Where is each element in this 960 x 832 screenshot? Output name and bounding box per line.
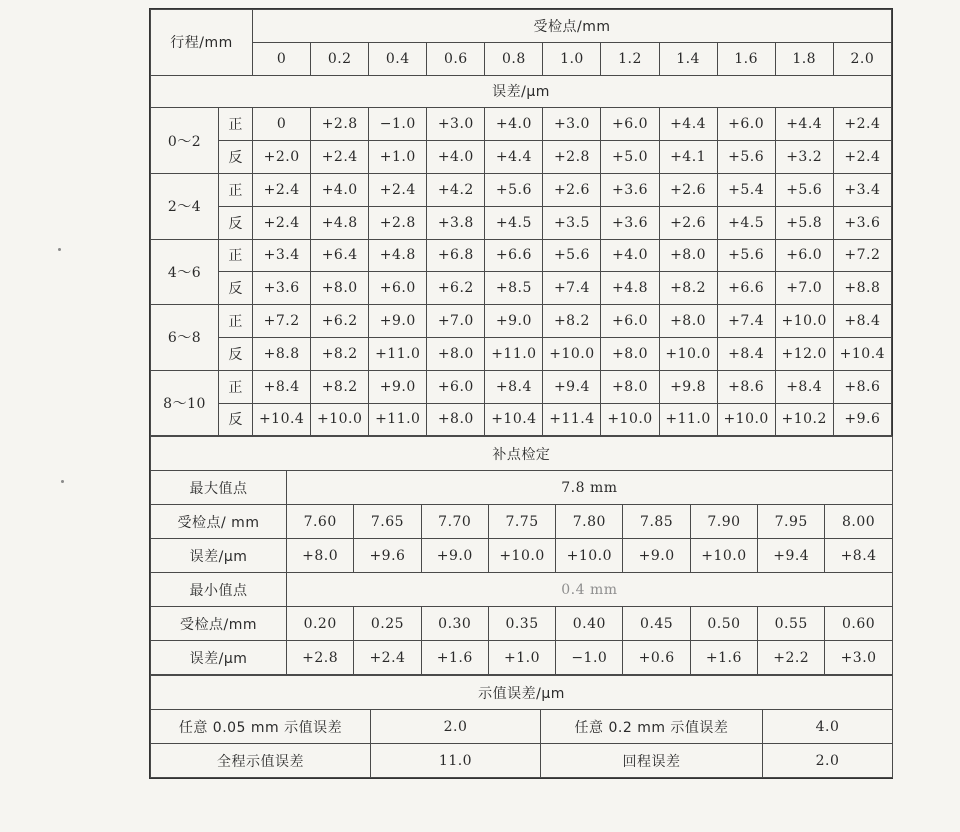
any-interval-row xyxy=(151,710,893,744)
full-return-row xyxy=(151,744,893,778)
error-value-cell: +11.0 xyxy=(659,403,717,436)
calibration-table xyxy=(149,8,893,779)
error-value-cell: +8.4 xyxy=(485,370,543,403)
error-value-cell: +4.0 xyxy=(485,108,543,141)
direction-cell: 反 xyxy=(219,206,253,239)
check-point-cell: 1.0 xyxy=(543,42,601,75)
error-value-cell: +4.0 xyxy=(601,239,659,272)
error-header-row xyxy=(151,75,892,108)
min-point-label: 最小值点 xyxy=(151,573,287,607)
check-point-cell: 0.2 xyxy=(311,42,369,75)
min-check-point-cell: 0.30 xyxy=(421,607,488,641)
error-value-cell: +6.0 xyxy=(717,108,775,141)
min-error-cell: +2.8 xyxy=(287,641,354,675)
error-value-cell: +8.0 xyxy=(427,337,485,370)
margin-dot xyxy=(58,248,61,251)
error-value-cell: +9.6 xyxy=(833,403,891,436)
any-005-label: 任意 0.05 mm 示值误差 xyxy=(151,710,371,744)
max-check-points-row xyxy=(151,505,893,539)
min-point-row xyxy=(151,573,893,607)
check-point-header: 受检点/mm xyxy=(253,10,892,43)
supplement-title-row xyxy=(151,437,893,471)
max-check-points-label: 受检点/ mm xyxy=(151,505,287,539)
max-check-point-cell: 8.00 xyxy=(825,505,892,539)
max-check-point-cell: 7.90 xyxy=(690,505,757,539)
check-point-cell: 0 xyxy=(253,42,311,75)
error-value-cell: +4.1 xyxy=(659,141,717,174)
error-value-cell: +8.0 xyxy=(601,337,659,370)
min-check-point-cell: 0.50 xyxy=(690,607,757,641)
error-value-cell: +6.6 xyxy=(717,272,775,305)
max-error-cell: +10.0 xyxy=(556,539,623,573)
error-value-cell: +6.0 xyxy=(369,272,427,305)
error-value-cell: +7.0 xyxy=(427,305,485,338)
return-error-label: 回程误差 xyxy=(541,744,763,778)
check-point-cell: 0.6 xyxy=(427,42,485,75)
error-value-cell: +8.0 xyxy=(659,305,717,338)
error-value-cell: +5.6 xyxy=(485,173,543,206)
error-value-cell: +4.0 xyxy=(311,173,369,206)
error-value-cell: +7.4 xyxy=(717,305,775,338)
error-value-cell: +2.4 xyxy=(833,108,891,141)
error-value-cell: +2.8 xyxy=(311,108,369,141)
error-value-cell: +10.2 xyxy=(775,403,833,436)
error-value-cell: +3.5 xyxy=(543,206,601,239)
error-row-forward xyxy=(151,108,892,141)
error-row-reverse xyxy=(151,403,892,436)
error-value-cell: +3.6 xyxy=(601,206,659,239)
max-error-cell: +9.4 xyxy=(758,539,825,573)
error-value-cell: +8.2 xyxy=(311,370,369,403)
error-value-cell: +2.6 xyxy=(543,173,601,206)
check-point-cell: 1.2 xyxy=(601,42,659,75)
error-value-cell: +4.0 xyxy=(427,141,485,174)
full-range-label: 全程示值误差 xyxy=(151,744,371,778)
supplement-title: 补点检定 xyxy=(151,437,893,471)
indication-title: 示值误差/μm xyxy=(151,676,893,710)
direction-cell: 正 xyxy=(219,173,253,206)
error-row-reverse xyxy=(151,206,892,239)
indication-error-table xyxy=(150,675,893,778)
max-error-cell: +9.6 xyxy=(354,539,421,573)
min-check-points-row xyxy=(151,607,893,641)
main-error-table xyxy=(150,9,892,436)
error-value-cell: +9.4 xyxy=(543,370,601,403)
error-value-cell: +3.2 xyxy=(775,141,833,174)
direction-cell: 正 xyxy=(219,239,253,272)
error-value-cell: +2.8 xyxy=(543,141,601,174)
error-value-cell: +5.4 xyxy=(717,173,775,206)
max-point-label: 最大值点 xyxy=(151,471,287,505)
error-value-cell: −1.0 xyxy=(369,108,427,141)
stroke-range-cell: 8～10 xyxy=(151,370,219,436)
min-error-cell: +2.2 xyxy=(758,641,825,675)
error-value-cell: +3.6 xyxy=(601,173,659,206)
any-02-value: 4.0 xyxy=(763,710,893,744)
error-row-forward xyxy=(151,173,892,206)
supplement-table xyxy=(150,436,893,675)
error-value-cell: +5.0 xyxy=(601,141,659,174)
error-value-cell: +4.4 xyxy=(775,108,833,141)
error-value-cell: +5.8 xyxy=(775,206,833,239)
max-check-point-cell: 7.85 xyxy=(623,505,690,539)
error-row-reverse xyxy=(151,272,892,305)
min-check-point-cell: 0.45 xyxy=(623,607,690,641)
min-errors-row xyxy=(151,641,893,675)
check-point-cell: 2.0 xyxy=(833,42,891,75)
error-value-cell: +8.6 xyxy=(833,370,891,403)
check-point-cell: 0.8 xyxy=(485,42,543,75)
error-value-cell: +6.0 xyxy=(775,239,833,272)
stroke-range-cell: 4～6 xyxy=(151,239,219,305)
error-value-cell: +4.5 xyxy=(485,206,543,239)
error-value-cell: +3.8 xyxy=(427,206,485,239)
error-value-cell: +7.2 xyxy=(253,305,311,338)
error-value-cell: +4.5 xyxy=(717,206,775,239)
max-errors-row xyxy=(151,539,893,573)
error-value-cell: +2.4 xyxy=(253,173,311,206)
full-range-value: 11.0 xyxy=(371,744,541,778)
error-value-cell: +11.0 xyxy=(369,403,427,436)
error-value-cell: +9.0 xyxy=(369,305,427,338)
error-value-cell: +11.0 xyxy=(369,337,427,370)
max-errors-label: 误差/μm xyxy=(151,539,287,573)
max-check-point-cell: 7.60 xyxy=(287,505,354,539)
error-value-cell: +10.0 xyxy=(659,337,717,370)
error-value-cell: +6.4 xyxy=(311,239,369,272)
error-value-cell: +4.4 xyxy=(485,141,543,174)
error-value-cell: +3.6 xyxy=(833,206,891,239)
error-row-forward xyxy=(151,305,892,338)
error-value-cell: +4.4 xyxy=(659,108,717,141)
error-value-cell: +2.4 xyxy=(311,141,369,174)
min-error-cell: −1.0 xyxy=(556,641,623,675)
error-value-cell: +6.0 xyxy=(601,305,659,338)
error-value-cell: 0 xyxy=(253,108,311,141)
error-value-cell: +8.0 xyxy=(427,403,485,436)
error-value-cell: +6.0 xyxy=(427,370,485,403)
direction-cell: 反 xyxy=(219,403,253,436)
max-error-cell: +9.0 xyxy=(623,539,690,573)
error-value-cell: +10.4 xyxy=(833,337,891,370)
error-value-cell: +10.0 xyxy=(601,403,659,436)
margin-dot xyxy=(61,480,64,483)
error-row-forward xyxy=(151,370,892,403)
check-point-row xyxy=(151,42,892,75)
error-value-cell: +4.2 xyxy=(427,173,485,206)
error-value-cell: +8.8 xyxy=(253,337,311,370)
max-error-cell: +8.0 xyxy=(287,539,354,573)
error-value-cell: +8.0 xyxy=(311,272,369,305)
error-value-cell: +2.4 xyxy=(833,141,891,174)
error-row-forward xyxy=(151,239,892,272)
header-row-1 xyxy=(151,10,892,43)
error-value-cell: +10.0 xyxy=(543,337,601,370)
error-value-cell: +8.4 xyxy=(717,337,775,370)
max-error-cell: +10.0 xyxy=(690,539,757,573)
min-check-point-cell: 0.55 xyxy=(758,607,825,641)
error-value-cell: +5.6 xyxy=(717,239,775,272)
stroke-header: 行程/mm xyxy=(151,10,253,76)
error-value-cell: +3.0 xyxy=(543,108,601,141)
error-value-cell: +4.8 xyxy=(311,206,369,239)
error-header: 误差/μm xyxy=(151,75,892,108)
min-error-cell: +0.6 xyxy=(623,641,690,675)
error-value-cell: +8.2 xyxy=(311,337,369,370)
error-value-cell: +2.4 xyxy=(369,173,427,206)
error-value-cell: +8.6 xyxy=(717,370,775,403)
max-check-point-cell: 7.65 xyxy=(354,505,421,539)
min-error-cell: +1.0 xyxy=(488,641,555,675)
direction-cell: 反 xyxy=(219,337,253,370)
check-point-cell: 0.4 xyxy=(369,42,427,75)
error-value-cell: +10.4 xyxy=(253,403,311,436)
error-value-cell: +8.0 xyxy=(601,370,659,403)
direction-cell: 正 xyxy=(219,370,253,403)
stroke-range-cell: 0～2 xyxy=(151,108,219,174)
stroke-range-cell: 2～4 xyxy=(151,173,219,239)
any-02-label: 任意 0.2 mm 示值误差 xyxy=(541,710,763,744)
error-value-cell: +1.0 xyxy=(369,141,427,174)
min-check-point-cell: 0.40 xyxy=(556,607,623,641)
error-value-cell: +8.2 xyxy=(543,305,601,338)
error-value-cell: +6.2 xyxy=(427,272,485,305)
max-check-point-cell: 7.75 xyxy=(488,505,555,539)
error-value-cell: +3.0 xyxy=(427,108,485,141)
error-value-cell: +6.2 xyxy=(311,305,369,338)
direction-cell: 正 xyxy=(219,108,253,141)
max-error-cell: +8.4 xyxy=(825,539,892,573)
error-value-cell: +3.4 xyxy=(833,173,891,206)
max-check-point-cell: 7.80 xyxy=(556,505,623,539)
max-error-cell: +9.0 xyxy=(421,539,488,573)
error-value-cell: +9.0 xyxy=(369,370,427,403)
error-value-cell: +8.4 xyxy=(253,370,311,403)
error-value-cell: +11.0 xyxy=(485,337,543,370)
error-value-cell: +9.8 xyxy=(659,370,717,403)
error-value-cell: +2.6 xyxy=(659,173,717,206)
error-value-cell: +8.0 xyxy=(659,239,717,272)
error-value-cell: +8.8 xyxy=(833,272,891,305)
error-value-cell: +3.6 xyxy=(253,272,311,305)
min-check-point-cell: 0.60 xyxy=(825,607,892,641)
min-check-point-cell: 0.35 xyxy=(488,607,555,641)
error-value-cell: +11.4 xyxy=(543,403,601,436)
error-row-reverse xyxy=(151,141,892,174)
error-value-cell: +10.0 xyxy=(717,403,775,436)
max-check-point-cell: 7.95 xyxy=(758,505,825,539)
max-point-row xyxy=(151,471,893,505)
any-005-value: 2.0 xyxy=(371,710,541,744)
error-value-cell: +5.6 xyxy=(543,239,601,272)
error-value-cell: +10.4 xyxy=(485,403,543,436)
check-point-cell: 1.4 xyxy=(659,42,717,75)
error-value-cell: +12.0 xyxy=(775,337,833,370)
stroke-range-cell: 6～8 xyxy=(151,305,219,371)
error-value-cell: +6.8 xyxy=(427,239,485,272)
max-point-value: 7.8 mm xyxy=(287,471,893,505)
min-error-cell: +2.4 xyxy=(354,641,421,675)
error-value-cell: +7.0 xyxy=(775,272,833,305)
min-point-value: 0.4 mm xyxy=(287,573,893,607)
min-check-point-cell: 0.25 xyxy=(354,607,421,641)
return-error-value: 2.0 xyxy=(763,744,893,778)
error-value-cell: +3.4 xyxy=(253,239,311,272)
error-value-cell: +10.0 xyxy=(311,403,369,436)
error-value-cell: +8.4 xyxy=(775,370,833,403)
error-value-cell: +8.4 xyxy=(833,305,891,338)
min-error-cell: +1.6 xyxy=(421,641,488,675)
error-value-cell: +5.6 xyxy=(717,141,775,174)
error-value-cell: +5.6 xyxy=(775,173,833,206)
max-error-cell: +10.0 xyxy=(488,539,555,573)
error-value-cell: +10.0 xyxy=(775,305,833,338)
error-value-cell: +6.0 xyxy=(601,108,659,141)
error-value-cell: +6.6 xyxy=(485,239,543,272)
check-point-cell: 1.8 xyxy=(775,42,833,75)
error-value-cell: +7.4 xyxy=(543,272,601,305)
min-errors-label: 误差/μm xyxy=(151,641,287,675)
error-value-cell: +9.0 xyxy=(485,305,543,338)
min-error-cell: +1.6 xyxy=(690,641,757,675)
error-value-cell: +7.2 xyxy=(833,239,891,272)
error-value-cell: +4.8 xyxy=(601,272,659,305)
indication-title-row xyxy=(151,676,893,710)
error-value-cell: +2.4 xyxy=(253,206,311,239)
max-check-point-cell: 7.70 xyxy=(421,505,488,539)
error-value-cell: +2.6 xyxy=(659,206,717,239)
direction-cell: 反 xyxy=(219,141,253,174)
direction-cell: 反 xyxy=(219,272,253,305)
check-point-cell: 1.6 xyxy=(717,42,775,75)
error-value-cell: +4.8 xyxy=(369,239,427,272)
min-error-cell: +3.0 xyxy=(825,641,892,675)
min-check-point-cell: 0.20 xyxy=(287,607,354,641)
error-value-cell: +8.2 xyxy=(659,272,717,305)
direction-cell: 正 xyxy=(219,305,253,338)
error-value-cell: +8.5 xyxy=(485,272,543,305)
error-row-reverse xyxy=(151,337,892,370)
min-check-points-label: 受检点/mm xyxy=(151,607,287,641)
error-value-cell: +2.8 xyxy=(369,206,427,239)
error-value-cell: +2.0 xyxy=(253,141,311,174)
